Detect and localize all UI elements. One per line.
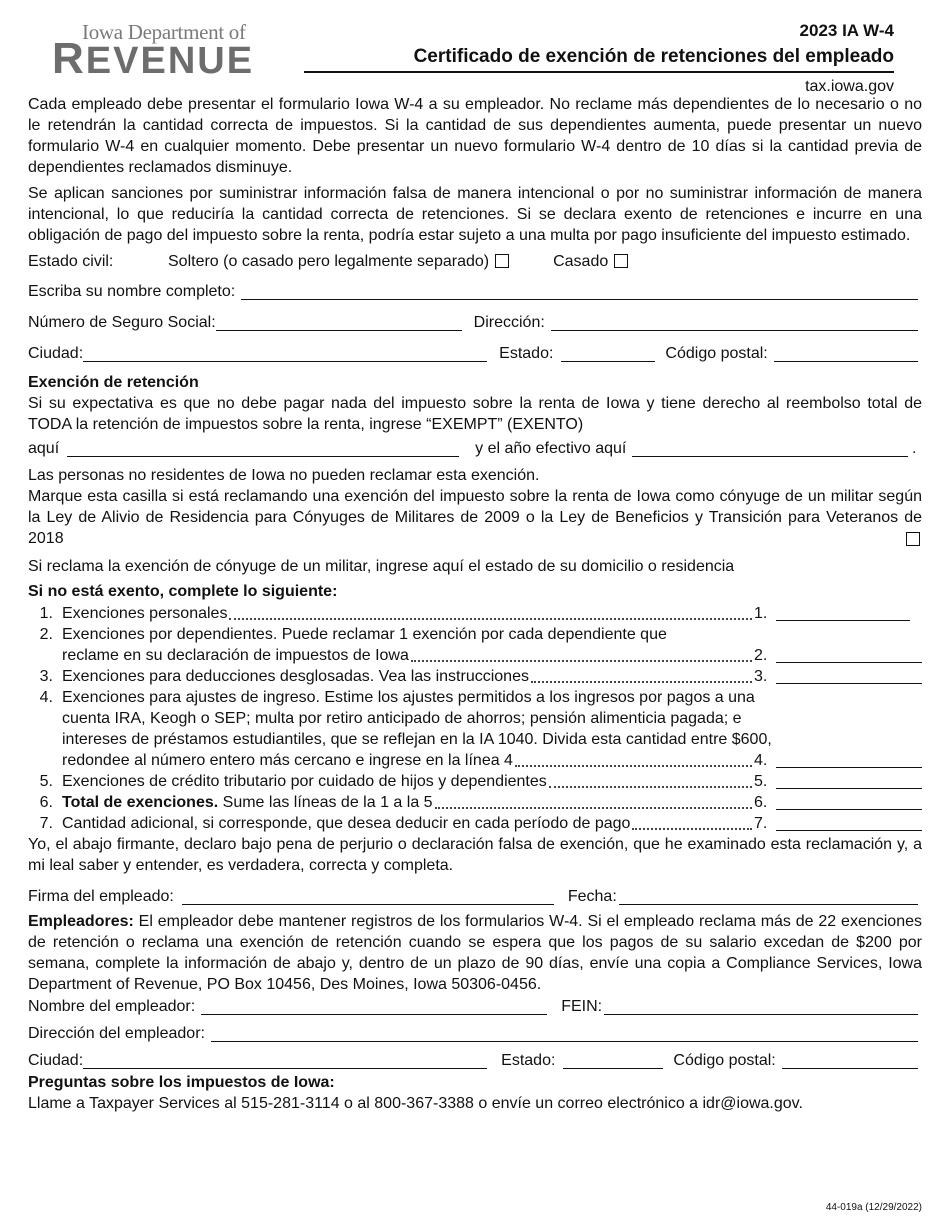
signature-row: [28, 876, 922, 907]
employer-state-label: Estado:: [501, 1052, 556, 1069]
questions-title: Preguntas sobre los impuestos de Iowa:: [28, 1074, 335, 1091]
line-bold-text: Total de exenciones.: [62, 794, 219, 811]
dot-leader: [632, 814, 752, 830]
employer-name-field[interactable]: [201, 998, 547, 1015]
employer-instructions: [28, 911, 927, 995]
dot-leader: [515, 751, 752, 767]
line-text: Exenciones para ajustes de ingreso. Estime los ajustes permitidos a los ingresos por pagos a una: [62, 689, 755, 706]
fein-label: FEIN:: [561, 998, 603, 1015]
line-number: 2.: [39, 626, 53, 643]
nonresident-note: Las personas no residentes de Iowa no pueden reclamar esta exención.: [28, 467, 540, 484]
dot-leader: [549, 772, 752, 788]
line-number: 6.: [39, 794, 53, 811]
logo-main-text: REVENUE: [52, 34, 255, 83]
employer-name-label: Nombre del empleador:: [28, 998, 196, 1015]
line-ref: 7.: [754, 815, 768, 832]
dot-leader: [435, 793, 752, 809]
line-2-cont: [28, 645, 922, 666]
line-number: 4.: [39, 689, 53, 706]
line-content: [62, 645, 774, 666]
line-text: reclame en su declaración de impuestos de Iowa: [62, 647, 409, 664]
line-content: [62, 603, 774, 624]
signature-field[interactable]: [182, 888, 554, 905]
marital-status-label: Estado civil:: [28, 252, 114, 270]
line-4-field[interactable]: [776, 752, 922, 768]
line-ref: 5.: [754, 773, 768, 790]
exemption-text: Si su expectativa es que no debe pagar nada del impuesto sobre la renta de Iowa y tiene derecho al reembolso total de TODA la retención de impuestos sobre la renta, ingrese “EXEMPT” (EXENTO): [28, 395, 922, 433]
line-text: redondee al número entero más cercano e ingrese en la línea 4: [62, 752, 513, 769]
state-field[interactable]: [561, 345, 655, 362]
signature-label: Firma del empleado:: [28, 888, 174, 905]
line-text: Exenciones por dependientes. Puede reclamar 1 exención por cada dependiente que: [62, 626, 667, 643]
employer-city-label: Ciudad:: [28, 1052, 84, 1069]
declaration-text: Yo, el abajo firmante, declaro bajo pena de perjurio o declaración falsa de exención, que he examinado esta reclamación y, a mi leal saber y entender, es verdadera, correcta y completa.: [28, 836, 922, 874]
line-1-field[interactable]: [776, 605, 910, 621]
married-checkbox[interactable]: [614, 254, 628, 268]
line-6: [28, 792, 922, 813]
header-divider: [304, 71, 894, 73]
line-5: [28, 771, 922, 792]
date-field[interactable]: [619, 888, 918, 905]
single-checkbox[interactable]: [495, 254, 509, 268]
line-number: 7.: [39, 815, 53, 832]
state-label: Estado:: [499, 345, 554, 362]
line-content: [62, 792, 774, 813]
line-ref: 4.: [754, 752, 768, 769]
line-ref: 1.: [754, 605, 768, 622]
effective-year-label: y el año efectivo aquí: [475, 440, 627, 457]
form-subtitle: Certificado de exención de retenciones del empleado: [413, 46, 894, 67]
address-field[interactable]: [551, 314, 918, 331]
military-state-text: Si reclama la exención de cónyuge de un militar, ingrese aquí el estado de su domicilio o residencia: [28, 558, 735, 575]
line-5-field[interactable]: [776, 773, 922, 789]
line-content: [62, 813, 774, 834]
line-text: Sume las líneas de la 1 a la 5: [218, 794, 433, 811]
line-1: [28, 603, 922, 624]
line-text: Exenciones personales: [62, 605, 228, 622]
line-content: [62, 750, 774, 771]
employer-state-field[interactable]: [563, 1052, 663, 1069]
line-text: Exenciones para deducciones desglosadas. Vea las instrucciones: [62, 668, 529, 685]
employer-address-row: [28, 1017, 922, 1044]
ssn-field[interactable]: [216, 314, 462, 331]
line-2-field[interactable]: [776, 647, 922, 663]
line-4: [28, 687, 922, 708]
line-text: Exenciones de crédito tributario por cuidado de hijos y dependientes: [62, 773, 547, 790]
line-content: [62, 666, 774, 687]
exempt-here-label: aquí: [28, 440, 60, 457]
line-6-field[interactable]: [776, 794, 922, 810]
line-text: Cantidad adicional, si corresponde, que desea deducir en cada período de pago: [62, 815, 631, 832]
line-text: intereses de préstamos estudiantiles, que se reflejan en la IA 1040. Divida esta cantidad entre $600,: [62, 731, 772, 748]
iowa-revenue-logo: [52, 20, 264, 83]
employer-zip-field[interactable]: [782, 1052, 918, 1069]
line-ref: 6.: [754, 794, 768, 811]
employer-zip-label: Código postal:: [673, 1052, 776, 1069]
full-name-label: Escriba su nombre completo:: [28, 283, 236, 300]
exempt-field[interactable]: [67, 440, 459, 457]
form-code: 44-019a (12/29/2022): [825, 1202, 922, 1213]
line-3: [28, 666, 922, 687]
city-label: Ciudad:: [28, 345, 84, 362]
line-4-cont-2: [28, 729, 922, 750]
exemption-title: Exención de retención: [28, 374, 199, 391]
line-text: cuenta IRA, Keogh o SEP; multa por retiro anticipado de ahorros; pensión alimenticia pagada; e: [62, 710, 742, 727]
military-spouse-checkbox[interactable]: [906, 532, 920, 546]
line-4-cont-3: [28, 750, 922, 771]
line-3-field[interactable]: [776, 668, 922, 684]
line-number: 3.: [39, 668, 53, 685]
employer-name-row: [28, 995, 922, 1017]
employer-address-label: Dirección del empleador:: [28, 1025, 205, 1042]
line-number: 5.: [39, 773, 53, 790]
form-title: 2023 IA W-4: [799, 21, 894, 40]
line-ref: 3.: [754, 668, 768, 685]
line-7: [28, 813, 922, 834]
line-number: 1.: [39, 605, 53, 622]
questions-text: Llame a Taxpayer Services al 515-281-3114 o al 800-367-3388 o envíe un correo electrónico a idr@iowa.gov.: [28, 1095, 803, 1112]
employer-city-row: [28, 1044, 922, 1071]
effective-year-period: .: [912, 440, 917, 457]
website: tax.iowa.gov: [805, 78, 894, 95]
dot-leader: [229, 604, 752, 620]
line-7-field[interactable]: [776, 815, 922, 831]
employer-lead: Empleadores:: [28, 913, 134, 930]
full-name-row: [28, 276, 922, 302]
address-label: Dirección:: [473, 314, 545, 331]
marital-status-row: [28, 246, 922, 276]
not-exempt-title: Si no está exento, complete lo siguiente:: [28, 583, 338, 600]
military-spouse-block: [28, 486, 922, 549]
employer-text: El empleador debe mantener registros de los formularios W-4. Si el empleado reclama más de 22 exenciones de retención o reclama una exención de retención cuando se espera que los pagos de su salario excedan de $200 por semana, complete la información de abajo y, dentro de un plazo de 90 días, envíe una copia a Compliance Services, Iowa Department of Revenue, PO Box 10456, Des Moines, Iowa 50306-0456.: [28, 913, 927, 993]
date-label: Fecha:: [567, 888, 617, 905]
line-4-cont-1: [28, 708, 922, 729]
exempt-entry-row: [28, 435, 922, 459]
city-field[interactable]: [83, 345, 487, 362]
fein-field[interactable]: [604, 998, 918, 1015]
exemption-lines: [28, 603, 922, 834]
effective-year-field[interactable]: [632, 440, 908, 457]
employer-city-field[interactable]: [83, 1052, 487, 1069]
zip-field[interactable]: [774, 345, 918, 362]
dot-leader: [411, 646, 752, 662]
ssn-address-row: [28, 302, 922, 333]
military-spouse-text: Marque esta casilla si está reclamando una exención del impuesto sobre la renta de Iowa como cónyuge de un militar según la Ley de Alivio de Residencia para Cónyuges de Militares de 2009 o la Ley de Beneficios y Transición para Veteranos de 2018: [28, 488, 922, 547]
ssn-label: Número de Seguro Social:: [28, 314, 216, 331]
single-label: Soltero (o casado pero legalmente separado): [168, 252, 490, 270]
logo-top-text: Iowa Department of: [82, 20, 246, 44]
full-name-field[interactable]: [241, 283, 918, 300]
zip-label: Código postal:: [665, 345, 768, 362]
married-label: Casado: [553, 252, 609, 270]
line-ref: 2.: [754, 647, 768, 664]
form-header: [28, 0, 922, 94]
employer-address-field[interactable]: [211, 1025, 918, 1042]
line-2: [28, 624, 922, 645]
city-state-zip-row: [28, 333, 922, 364]
line-content: [62, 771, 774, 792]
intro-paragraph-2: Se aplican sanciones por suministrar información falsa de manera intencional o por no suministrar información de manera intencional, lo que reduciría la cantidad correcta de retenciones. Si se declara exento de retenciones e incurre en una obligación de pago del impuesto sobre la renta, podría estar sujeto a una multa por pago insuficiente del impuesto estimado.: [28, 185, 922, 244]
intro-paragraph-1: Cada empleado debe presentar el formulario Iowa W-4 a su empleador. No reclame más dependientes de lo necesario o no le retendrán la cantidad correcta de impuestos. Si la cantidad de sus dependientes aumenta, puede presentar un nuevo formulario W-4 en cualquier momento. Debe presentar un nuevo formulario W-4 dentro de 10 días si la cantidad previa de dependientes reclamados disminuye.: [28, 96, 922, 176]
dot-leader: [531, 667, 752, 683]
